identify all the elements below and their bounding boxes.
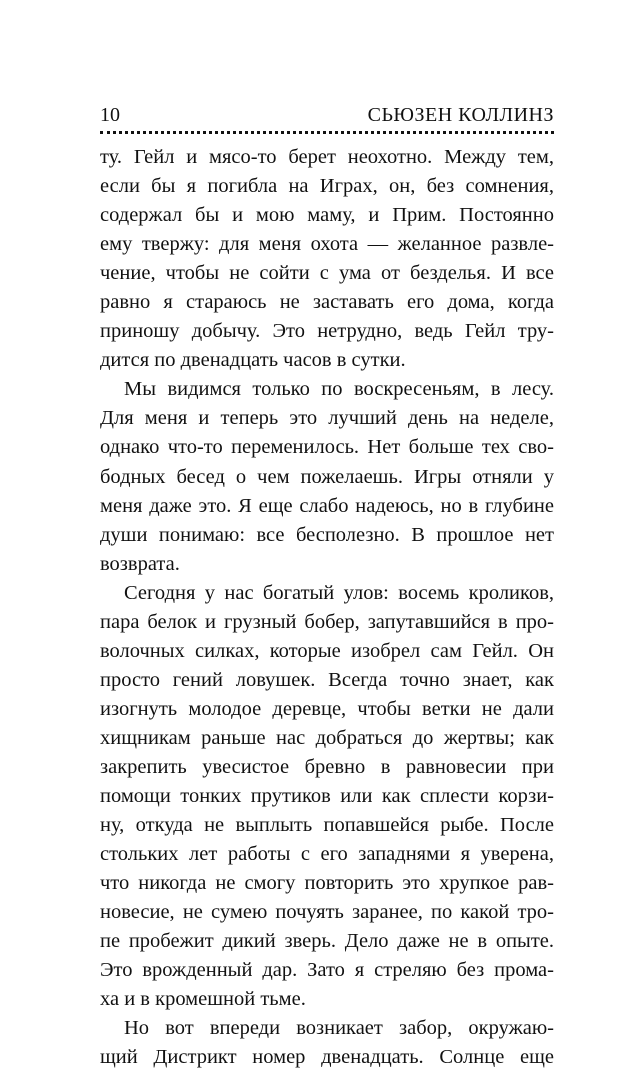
text-line: что никогда не смогу повторить это хрупкое рав- bbox=[100, 872, 554, 895]
running-head-author: СЬЮЗЕН КОЛЛИНЗ bbox=[367, 104, 554, 126]
paragraph bbox=[100, 143, 554, 375]
text-line: ха и в кромешной тьме. bbox=[100, 988, 306, 1011]
paragraph bbox=[100, 375, 554, 578]
text-line: пе пробежит дикий зверь. Дело даже не в опыте. bbox=[100, 930, 554, 953]
page-number: 10 bbox=[100, 104, 120, 126]
text-line: дится по двенадцать часов в сутки. bbox=[100, 349, 406, 372]
text-line: ему твержу: для меня охота — желанное развле- bbox=[100, 233, 554, 256]
text-line: пара белок и грузный бобер, запутавшийся в про- bbox=[100, 610, 554, 633]
text-line: стольких лет работы с его западнями я уверена, bbox=[100, 843, 554, 866]
text-line: Это врожденный дар. Зато я стреляю без прома- bbox=[100, 959, 554, 982]
text-line: Мы видимся только по воскресеньям, в лесу. bbox=[124, 378, 554, 401]
text-line: волочных силках, которые изобрел сам Гейл. Он bbox=[100, 639, 554, 662]
text-line: меня даже это. Я еще слабо надеюсь, но в глубине bbox=[100, 494, 554, 517]
text-line: Для меня и теперь это лучший день на неделе, bbox=[100, 407, 554, 430]
text-line: щий Дистрикт номер двенадцать. Солнце еще bbox=[100, 1046, 554, 1069]
paragraph bbox=[100, 1014, 554, 1072]
text-line: чение, чтобы не сойти с ума от безделья. И все bbox=[100, 262, 554, 285]
header-dotted-rule bbox=[100, 131, 554, 134]
text-line: однако что-то переменилось. Нет больше тех сво- bbox=[100, 436, 554, 459]
text-line: ну, откуда не выплыть попавшейся рыбе. После bbox=[100, 814, 554, 837]
text-line: хищникам раньше нас добраться до жертвы; как bbox=[100, 726, 554, 749]
text-line: помощи тонких прутиков или как сплести корзи- bbox=[100, 785, 554, 808]
text-line: просто гений ловушек. Всегда точно знает, как bbox=[100, 668, 554, 691]
text-line: Сегодня у нас богатый улов: восемь кроликов, bbox=[124, 581, 554, 604]
text-line: души понимаю: все бесполезно. В прошлое нет bbox=[100, 523, 554, 546]
text-line: если бы я погибла на Играх, он, без сомнения, bbox=[100, 175, 554, 198]
text-line: равно я стараюсь не заставать его дома, когда bbox=[100, 291, 554, 314]
text-line: возврата. bbox=[100, 552, 180, 575]
text-line: новесие, не сумею почуять заранее, по какой тро- bbox=[100, 901, 554, 924]
page-header bbox=[100, 103, 554, 127]
text-line: закрепить увесистое бревно в равновесии при bbox=[100, 755, 554, 778]
text-line: изогнуть молодое деревце, чтобы ветки не дали bbox=[100, 697, 554, 720]
text-line: содержал бы и мою маму, и Прим. Постоянно bbox=[100, 204, 554, 227]
text-line: ту. Гейл и мясо-то берет неохотно. Между тем, bbox=[100, 146, 554, 168]
text-line: приношу добычу. Это нетрудно, ведь Гейл тру- bbox=[100, 320, 554, 343]
text-line: бодных бесед о чем пожелаешь. Игры отняли у bbox=[100, 465, 554, 488]
paragraph bbox=[100, 579, 554, 1015]
body-text bbox=[100, 143, 554, 1073]
text-line: Но вот впереди возникает забор, окружаю- bbox=[124, 1017, 554, 1040]
